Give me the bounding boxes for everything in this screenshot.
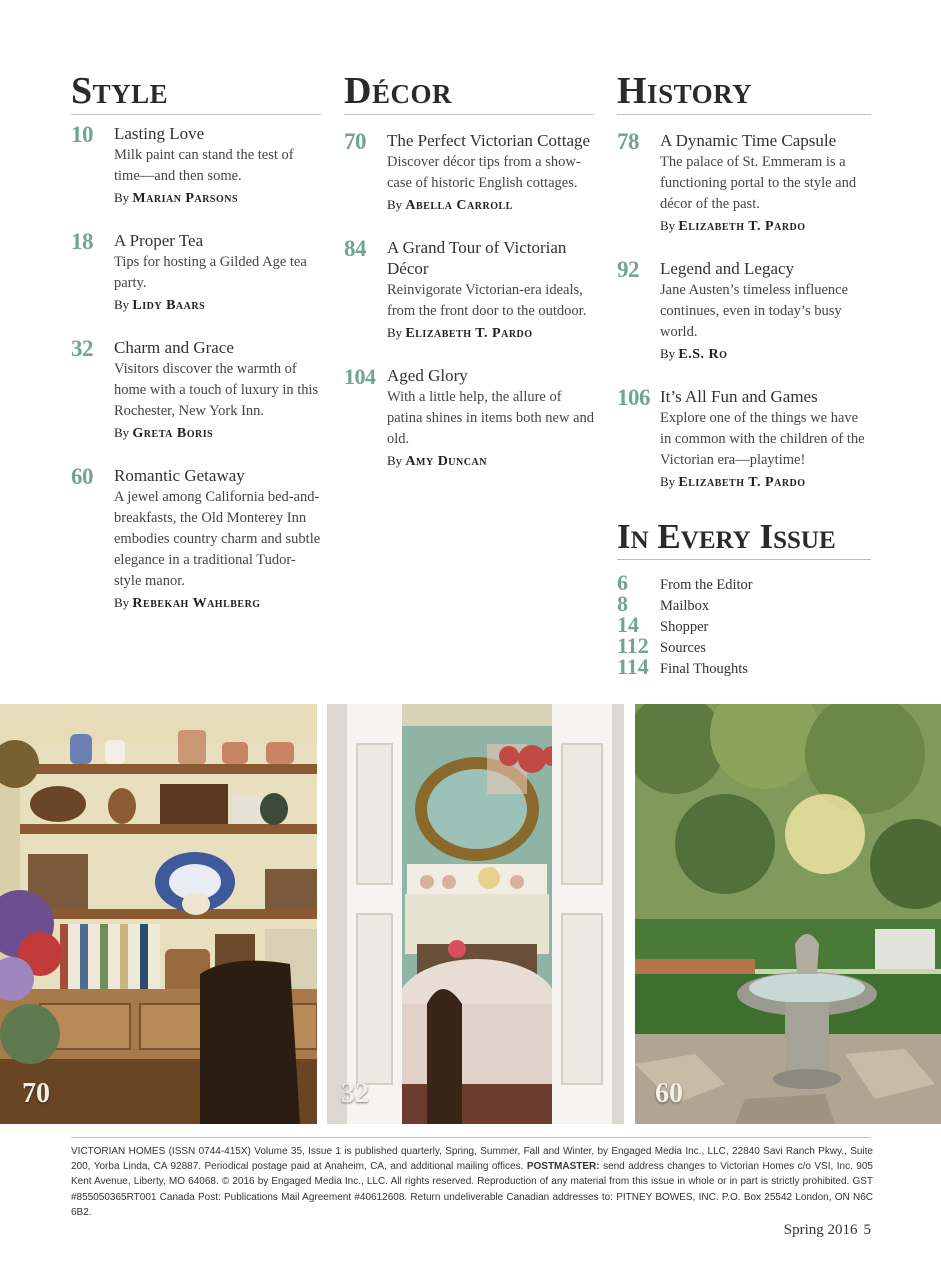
toc-entry[interactable] — [71, 123, 321, 208]
issue-label: Shopper — [660, 619, 709, 635]
entry-title: A Grand Tour of Victorian Décor — [387, 238, 567, 278]
entry-author: E.S. Ro — [678, 347, 728, 362]
toc-entry[interactable] — [71, 337, 321, 443]
entry-page-number: 10 — [71, 122, 93, 147]
entry-title: Charm and Grace — [114, 338, 234, 357]
entry-title: Lasting Love — [114, 124, 205, 143]
in-every-issue — [617, 517, 871, 680]
issue-date: Spring 2016 — [783, 1222, 858, 1238]
issue-item[interactable] — [617, 612, 871, 638]
issue-item[interactable] — [617, 591, 871, 617]
style-column — [71, 70, 321, 635]
entry-title: It’s All Fun and Games — [660, 387, 818, 406]
entry-page-number: 92 — [617, 257, 639, 282]
entry-byline: By Abella Carroll — [387, 197, 513, 213]
entry-byline: By Elizabeth T. Pardo — [660, 218, 806, 234]
issue-label: From the Editor — [660, 577, 753, 593]
toc-entry[interactable] — [344, 365, 594, 471]
photo-page-label: 60 — [655, 1078, 683, 1109]
toc-entry[interactable] — [71, 230, 321, 315]
toc-entry[interactable] — [617, 130, 871, 236]
kitchen-hutch-photo[interactable] — [0, 704, 317, 1124]
entry-page-number: 84 — [344, 236, 366, 261]
entry-byline: By Amy Duncan — [387, 453, 487, 469]
entry-description: Discover décor tips from a show-case of historic English cottages. — [387, 154, 581, 191]
entry-author: Elizabeth T. Pardo — [678, 219, 806, 234]
section-title-decor: Décor — [344, 70, 594, 115]
toc-entry[interactable] — [344, 237, 594, 343]
toc-entry[interactable] — [617, 386, 871, 492]
photo-page-label: 32 — [341, 1078, 369, 1109]
entry-title: The Perfect Victorian Cottage — [387, 131, 591, 150]
entry-description: Tips for hosting a Gilded Age tea party. — [114, 254, 307, 291]
toc-entry[interactable] — [71, 465, 321, 613]
issue-page-number: 112 — [617, 633, 649, 658]
toc-entry[interactable] — [617, 258, 871, 364]
publication-imprint: VICTORIAN HOMES (ISSN 0744-415X) Volume 35, Issue 1 is published quarterly, Spring, Summer, Fall and Winter, by Engaged Media Inc., LLC, 22840 Savi Ranch Pkwy., Suite 200, Yorba Linda, CA 92887. Periodical postage paid at Anaheim, CA, and additional mailing offices. POSTMASTER: send address changes to Victorian Homes c/o VSI, Inc. 905 Kent Avenue, Liberty, MO 64068. © 2016 by Engaged Media Inc., LLC. All rights reserved. Reproduction of any material from this issue in whole or in part is strictly prohibited. GST #855050365RT001 Canada Post: Publications Mail Agreement #40612608. Return undeliverable Canadian addresses to: PITNEY BOWES, INC. P.O. Box 25542 London, ON N6C 6B2. — [71, 1146, 873, 1218]
issue-page-number: 14 — [617, 612, 639, 637]
entry-author: Elizabeth T. Pardo — [405, 326, 533, 341]
entry-byline: By Lidy Baars — [114, 297, 206, 313]
entry-author: Rebekah Wahlberg — [132, 596, 261, 611]
entry-description: Visitors discover the warmth of home with a touch of luxury in this Rochester, New York Inn. — [114, 361, 319, 419]
dining-room-doorway-photo[interactable] — [327, 704, 624, 1124]
entry-description: The palace of St. Emmeram is a functioning portal to the style and décor of the past. — [660, 154, 857, 212]
photo-page-label: 70 — [22, 1078, 50, 1109]
toc-entry[interactable] — [344, 130, 594, 215]
section-title-style: Style — [71, 70, 321, 115]
entry-page-number: 104 — [344, 364, 376, 389]
entry-title: A Proper Tea — [114, 231, 204, 250]
entry-description: With a little help, the allure of patina shines in items both new and old. — [387, 389, 594, 447]
garden-fountain-photo[interactable] — [635, 704, 941, 1124]
postmaster-label: POSTMASTER: — [526, 1161, 600, 1173]
section-title-in-every-issue: In Every Issue — [617, 517, 871, 560]
entry-page-number: 32 — [71, 336, 93, 361]
entry-title: A Dynamic Time Capsule — [660, 131, 837, 150]
garden-fountain-illustration — [635, 704, 941, 1124]
entry-byline: By Elizabeth T. Pardo — [660, 474, 806, 490]
entry-author: Abella Carroll — [405, 198, 513, 213]
issue-label: Mailbox — [660, 598, 710, 614]
entry-title: Aged Glory — [387, 366, 468, 385]
issue-label: Sources — [660, 640, 706, 656]
entry-description: Milk paint can stand the test of time—and then some. — [114, 147, 294, 184]
entry-title: Romantic Getaway — [114, 466, 245, 485]
issue-page-number: 8 — [617, 591, 628, 616]
entry-author: Elizabeth T. Pardo — [678, 475, 806, 490]
entry-byline: By Elizabeth T. Pardo — [387, 325, 533, 341]
entry-page-number: 18 — [71, 229, 93, 254]
entry-author: Amy Duncan — [405, 454, 487, 469]
history-column — [617, 70, 871, 514]
page-number: 5 — [863, 1222, 871, 1238]
kitchen-hutch-illustration — [0, 704, 317, 1124]
entry-author: Lidy Baars — [132, 298, 206, 313]
entry-description: Reinvigorate Victorian-era ideals, from the front door to the outdoor. — [387, 282, 587, 319]
entry-byline: By Rebekah Wahlberg — [114, 595, 261, 611]
section-title-history: History — [617, 70, 871, 115]
dining-room-illustration — [327, 704, 624, 1124]
issue-page-number: 6 — [617, 570, 628, 595]
entry-page-number: 70 — [344, 129, 366, 154]
entry-description: Explore one of the things we have in common with the children of the Victorian era—playtime! — [660, 410, 865, 468]
photo-strip — [0, 704, 941, 1124]
issue-item[interactable] — [617, 633, 871, 659]
page-folio — [784, 1222, 871, 1239]
entry-title: Legend and Legacy — [660, 259, 795, 278]
issue-page-number: 114 — [617, 654, 649, 679]
issue-item[interactable] — [617, 654, 871, 680]
entry-byline: By E.S. Ro — [660, 346, 728, 362]
decor-column — [344, 70, 594, 493]
entry-description: A jewel among California bed-and-breakfasts, the Old Monterey Inn embodies country charm and subtle elegance in a traditional Tudor-style manor. — [114, 489, 321, 589]
entry-byline: By Marian Parsons — [114, 190, 239, 206]
entry-description: Jane Austen’s timeless influence continues, even in today’s busy world. — [660, 282, 849, 340]
entry-page-number: 78 — [617, 129, 639, 154]
issue-item[interactable] — [617, 570, 871, 596]
entry-author: Marian Parsons — [132, 191, 239, 206]
footer-divider — [71, 1137, 871, 1138]
entry-byline: By Greta Boris — [114, 425, 214, 441]
issue-label: Final Thoughts — [660, 661, 748, 677]
entry-page-number: 106 — [617, 385, 650, 410]
entry-page-number: 60 — [71, 464, 93, 489]
entry-author: Greta Boris — [132, 426, 214, 441]
